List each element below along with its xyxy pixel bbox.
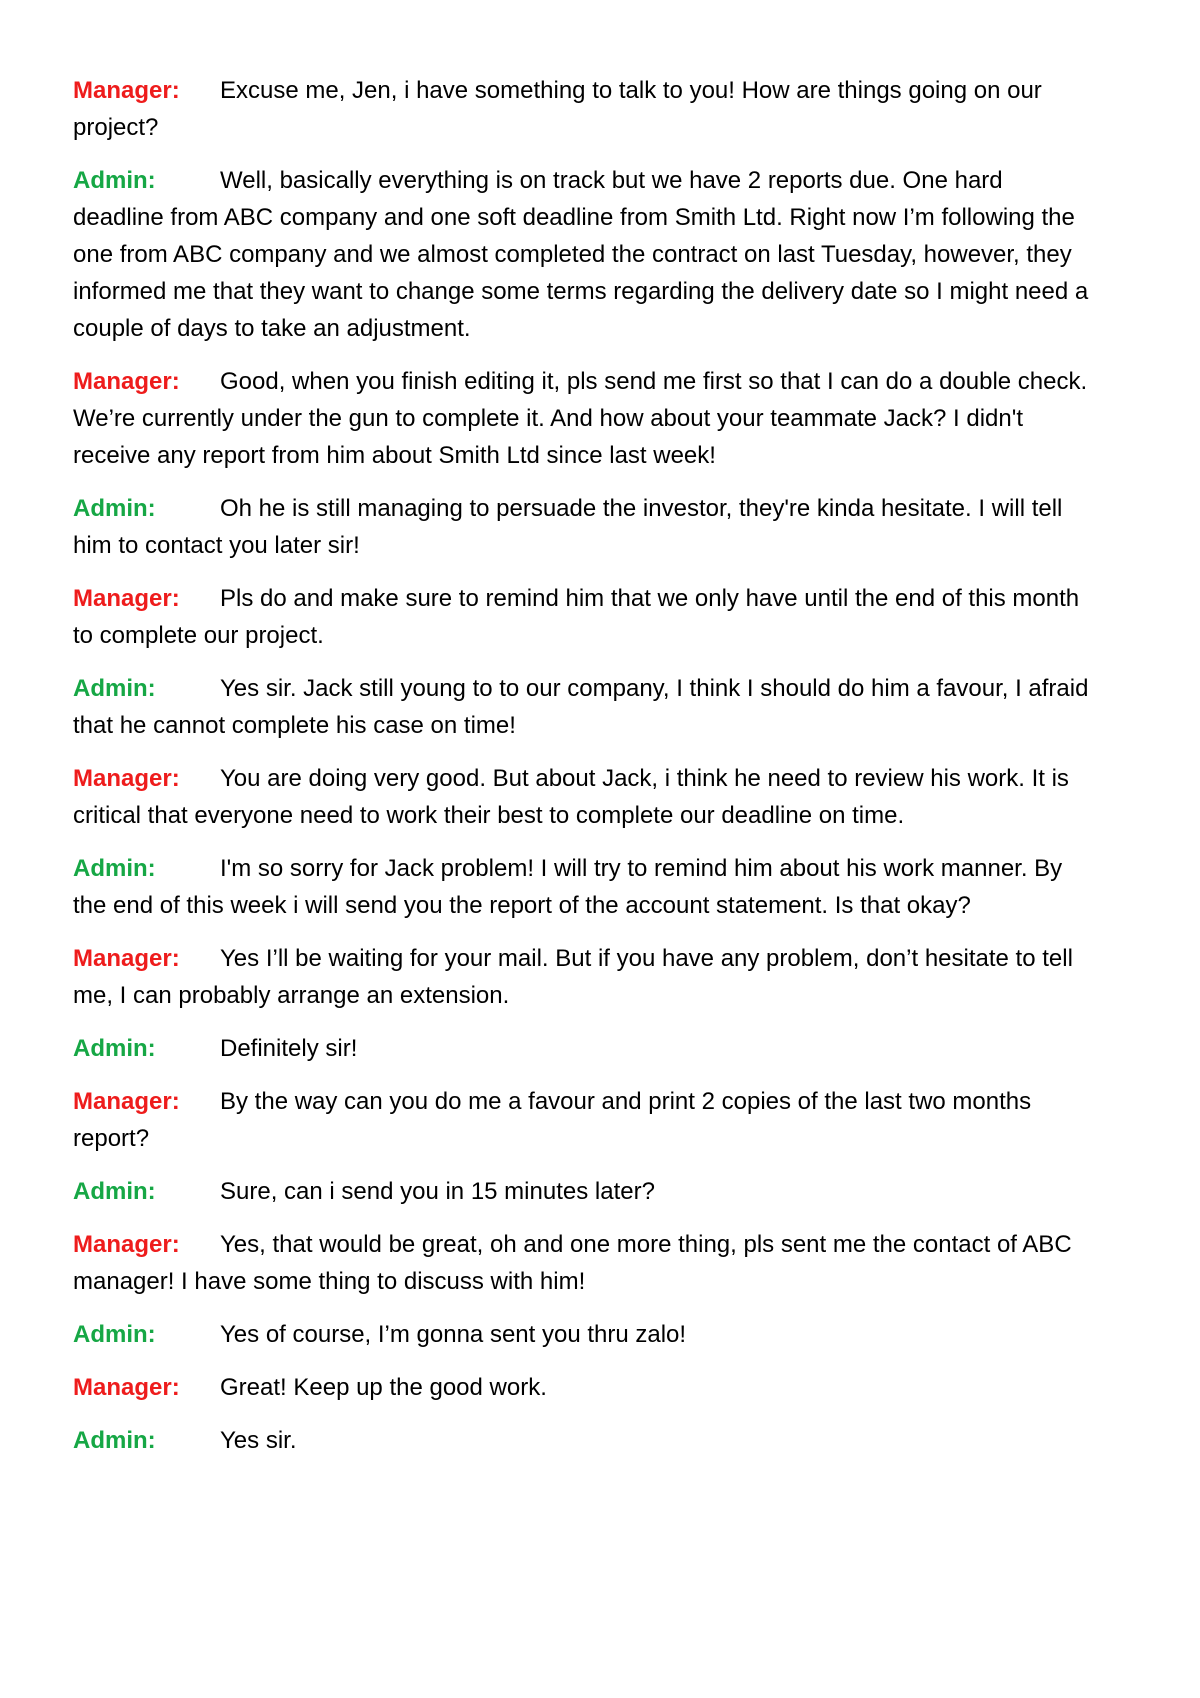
turn-text: Great! Keep up the good work. xyxy=(220,1374,547,1401)
speaker-label: Manager: xyxy=(73,1088,180,1115)
turn-text: I'm so sorry for Jack problem! I will try to remind him about his work manner. By the end of this week i will send you the report of the account statement. Is that okay? xyxy=(73,855,1063,919)
turn-text: Oh he is still managing to persuade the investor, they're kinda hesitate. I will tell him to contact you later sir! xyxy=(73,495,1063,559)
turn-text: Sure, can i send you in 15 minutes later? xyxy=(220,1178,655,1205)
dialogue-turn xyxy=(73,580,1090,654)
dialogue-turn xyxy=(73,72,1090,146)
dialogue-turn xyxy=(73,760,1090,834)
turn-text: Yes sir. Jack still young to to our company, I think I should do him a favour, I afraid that he cannot complete his case on time! xyxy=(73,675,1089,739)
dialogue-turn xyxy=(73,162,1090,347)
speaker-label: Manager: xyxy=(73,585,180,612)
turn-text: Yes of course, I’m gonna sent you thru zalo! xyxy=(220,1321,687,1348)
turn-text: By the way can you do me a favour and print 2 copies of the last two months report? xyxy=(73,1088,1032,1152)
turn-text: Yes I’ll be waiting for your mail. But if you have any problem, don’t hesitate to tell me, I can probably arrange an extension. xyxy=(73,945,1073,1009)
speaker-label: Manager: xyxy=(73,1231,180,1258)
dialogue-turn xyxy=(73,1226,1090,1300)
turn-text: Yes sir. xyxy=(220,1427,297,1454)
speaker-label: Admin: xyxy=(73,855,156,882)
dialogue-turn xyxy=(73,490,1090,564)
speaker-label: Manager: xyxy=(73,77,180,104)
dialogue xyxy=(73,72,1090,1459)
dialogue-turn xyxy=(73,670,1090,744)
dialogue-turn xyxy=(73,1369,1090,1406)
speaker-label: Manager: xyxy=(73,1374,180,1401)
turn-text: Yes, that would be great, oh and one more thing, pls sent me the contact of ABC manager! I have some thing to discuss with him! xyxy=(73,1231,1072,1295)
turn-text: You are doing very good. But about Jack, i think he need to review his work. It is critical that everyone need to work their best to complete our deadline on time. xyxy=(73,765,1069,829)
turn-text: Definitely sir! xyxy=(220,1035,358,1062)
dialogue-turn xyxy=(73,940,1090,1014)
speaker-label: Manager: xyxy=(73,368,180,395)
dialogue-turn xyxy=(73,1173,1090,1210)
turn-text: Good, when you finish editing it, pls send me first so that I can do a double check. We’re currently under the gun to complete it. And how about your teammate Jack? I didn't receive any report from him about Smith Ltd since last week! xyxy=(73,368,1088,469)
speaker-label: Admin: xyxy=(73,1321,156,1348)
speaker-label: Admin: xyxy=(73,675,156,702)
turn-text: Excuse me, Jen, i have something to talk to you! How are things going on our project? xyxy=(73,77,1042,141)
speaker-label: Admin: xyxy=(73,1035,156,1062)
speaker-label: Admin: xyxy=(73,495,156,522)
speaker-label: Manager: xyxy=(73,765,180,792)
speaker-label: Admin: xyxy=(73,167,156,194)
dialogue-turn xyxy=(73,850,1090,924)
dialogue-turn xyxy=(73,1030,1090,1067)
dialogue-turn xyxy=(73,1083,1090,1157)
dialogue-turn xyxy=(73,363,1090,474)
speaker-label: Admin: xyxy=(73,1427,156,1454)
turn-text: Well, basically everything is on track but we have 2 reports due. One hard deadline from ABC company and one soft deadline from Smith Ltd. Right now I’m following the one from ABC company and we almost completed the contract on last Tuesday, however, they informed me that they want to change some terms regarding the delivery date so I might need a couple of days to take an adjustment. xyxy=(73,167,1089,342)
speaker-label: Admin: xyxy=(73,1178,156,1205)
dialogue-turn xyxy=(73,1422,1090,1459)
speaker-label: Manager: xyxy=(73,945,180,972)
dialogue-turn xyxy=(73,1316,1090,1353)
turn-text: Pls do and make sure to remind him that we only have until the end of this month to complete our project. xyxy=(73,585,1080,649)
